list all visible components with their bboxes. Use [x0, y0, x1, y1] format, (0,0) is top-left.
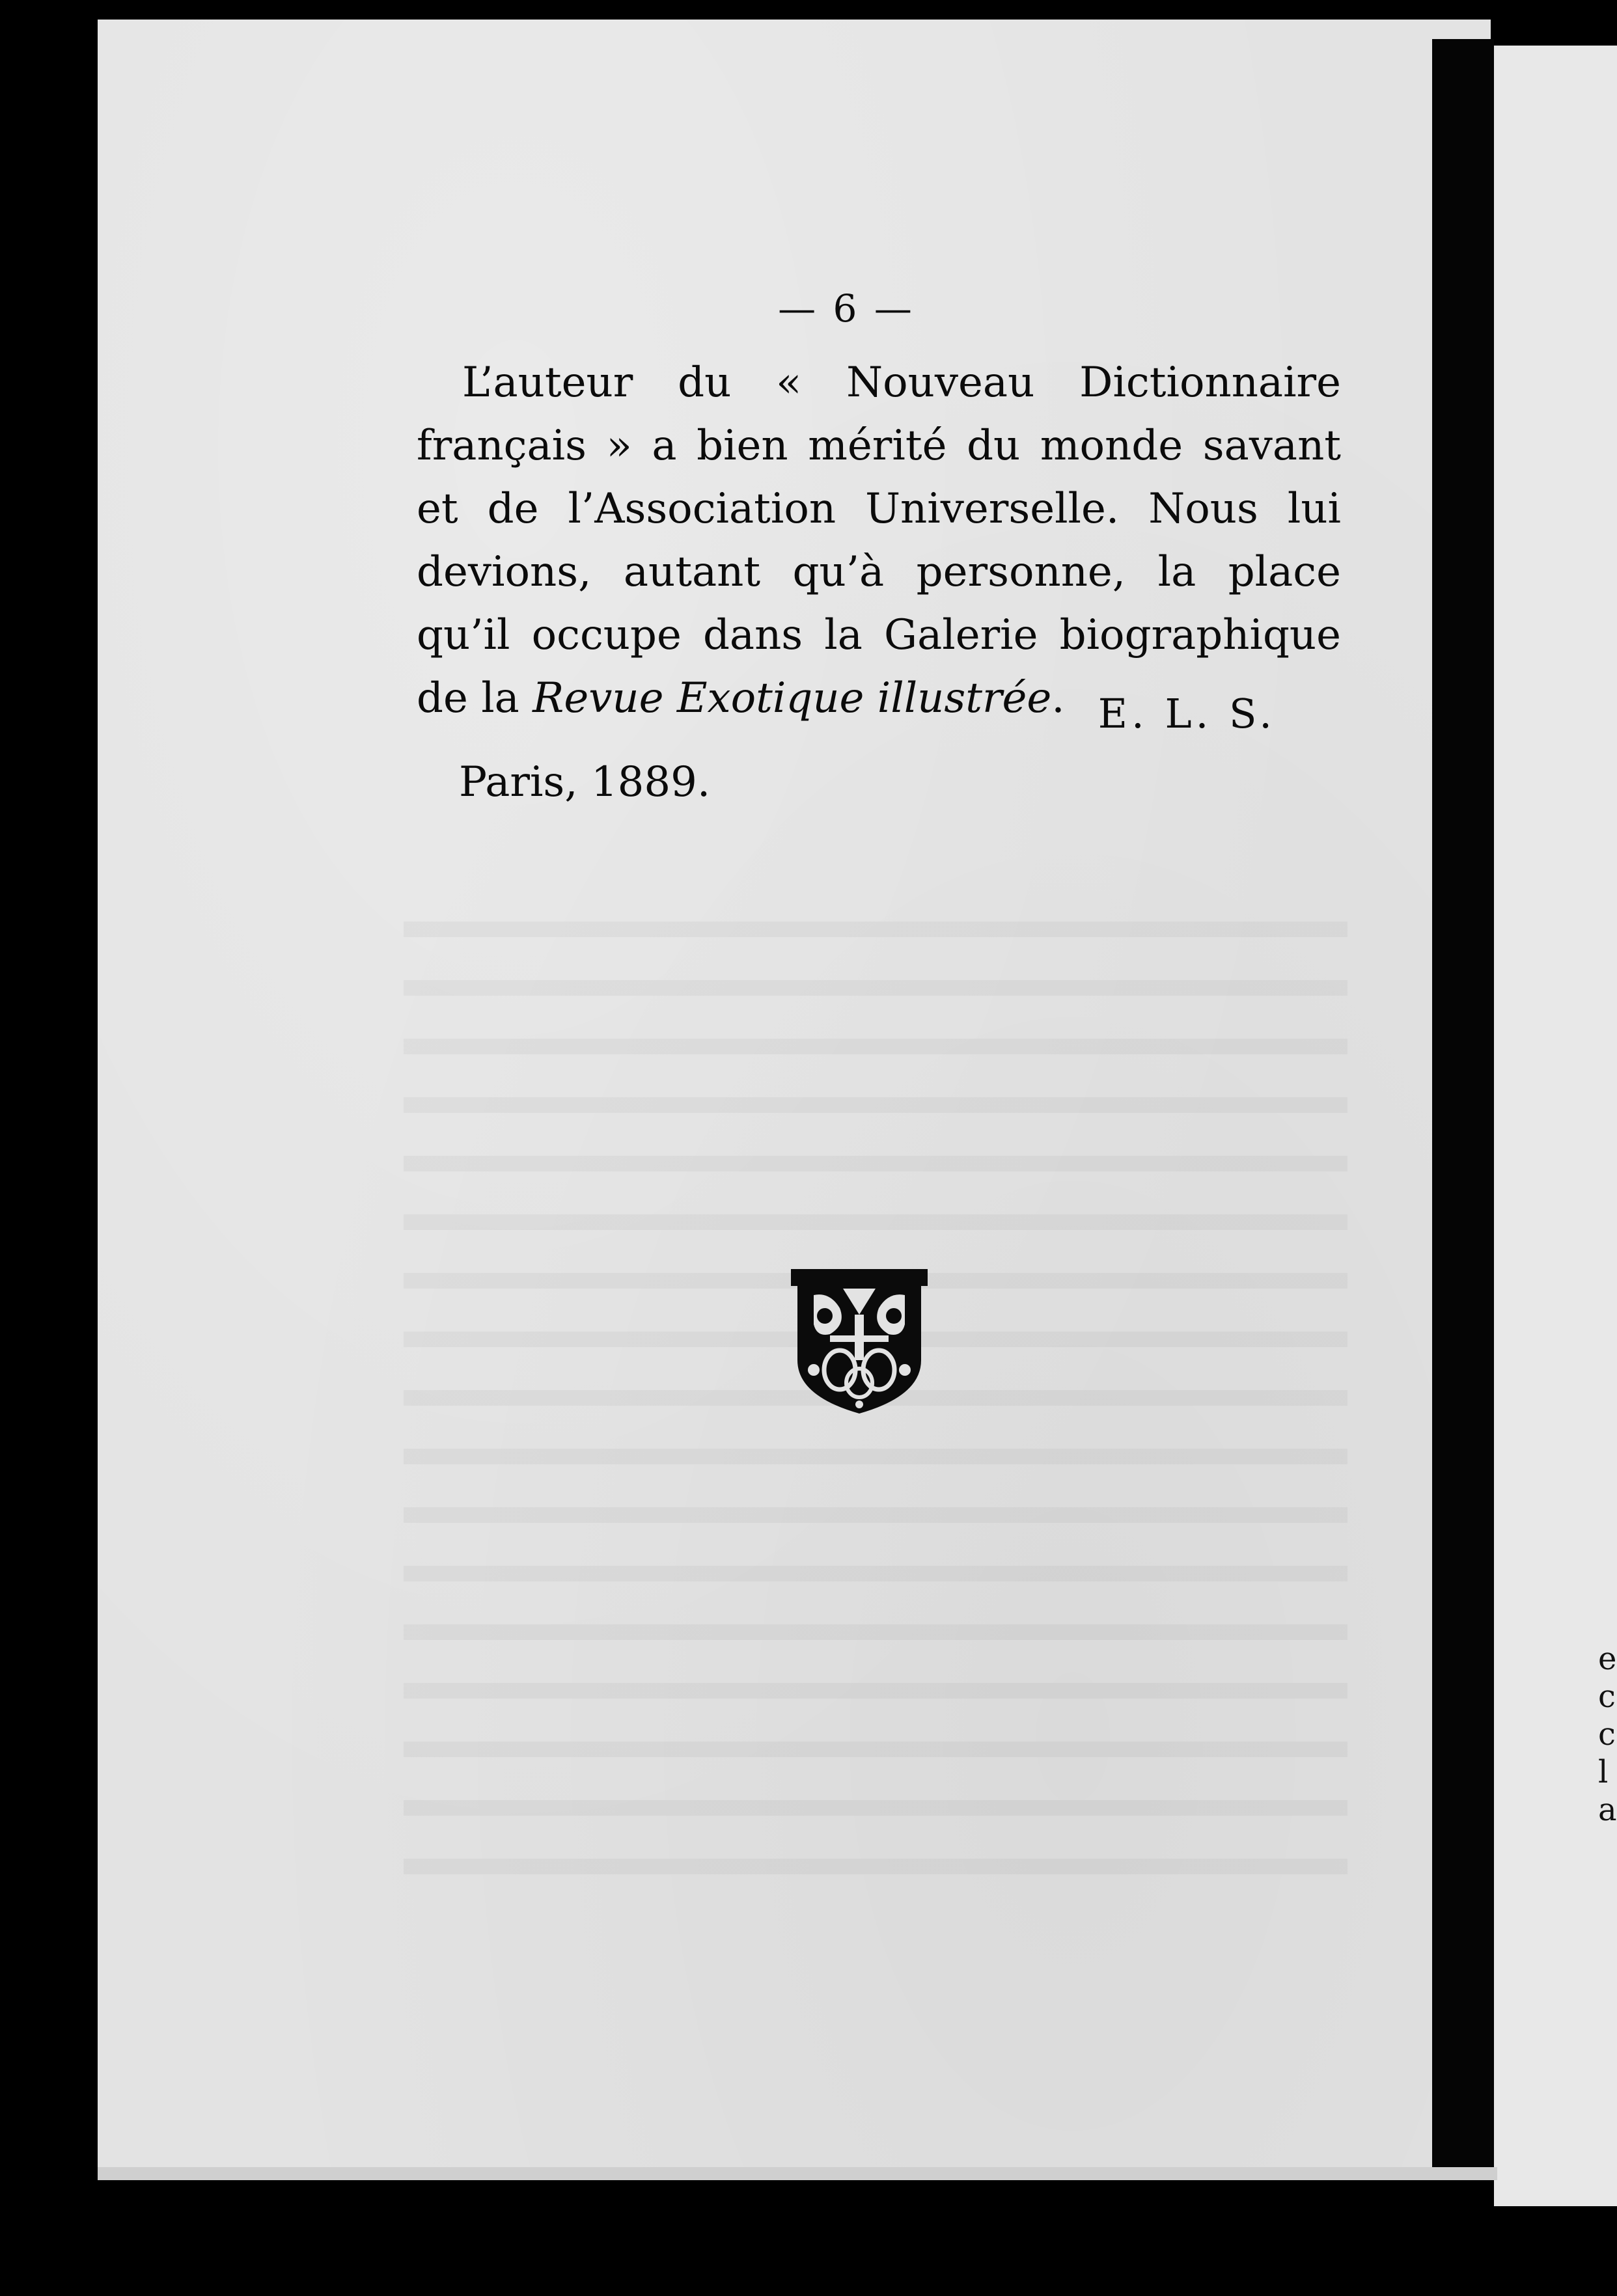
paragraph-end: . — [1051, 674, 1065, 722]
book-spine — [1432, 39, 1494, 2180]
adjacent-page — [1494, 46, 1617, 2206]
adjacent-letter: l — [1598, 1754, 1609, 1790]
adjacent-letter: e — [1598, 1641, 1617, 1677]
body-paragraph-block — [417, 351, 1341, 730]
page-number: — 6 — — [778, 286, 915, 331]
adjacent-letter: a — [1598, 1792, 1617, 1828]
paragraph-text: L’auteur du « Nouveau Dictionnaire français » a bien mérité du monde savant et de l’Association Universelle. Nous lui devions, autant qu’à personne, la place qu’il occupe dans la Galerie biographique de la — [417, 359, 1341, 722]
body-paragraph — [417, 351, 1341, 730]
dateline: Paris, 1889. — [459, 758, 711, 806]
adjacent-page-text — [1598, 1640, 1617, 1829]
page-bottom-edge — [98, 2167, 1497, 2180]
adjacent-letter: c — [1598, 1678, 1616, 1715]
adjacent-letter: c — [1598, 1716, 1616, 1753]
printer-ornament-icon — [784, 1263, 934, 1419]
journal-title: Revue Exotique illustrée — [532, 674, 1052, 722]
signature-initials: E. L. S. — [1098, 690, 1276, 737]
